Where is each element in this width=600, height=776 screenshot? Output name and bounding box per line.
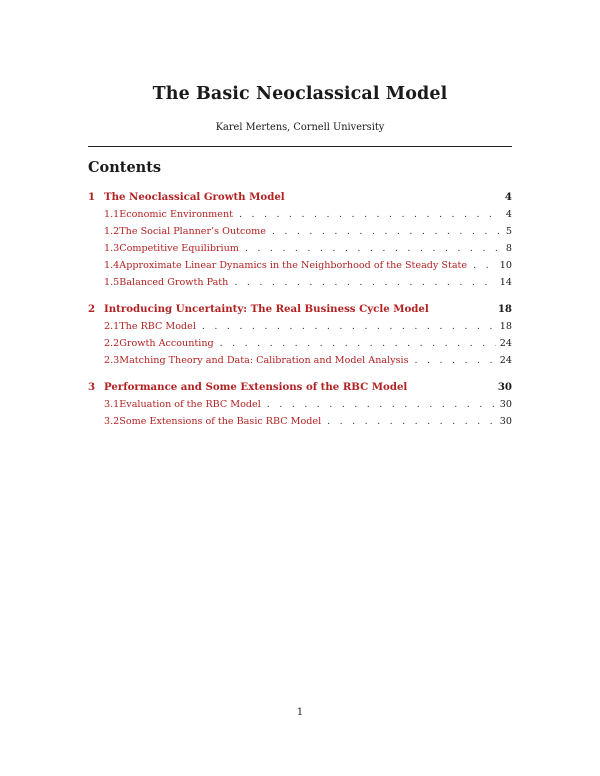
toc-subsection-link[interactable]: Economic Environment xyxy=(119,209,233,220)
toc-section-number[interactable]: 3 xyxy=(88,381,96,393)
toc-dot-leader xyxy=(202,318,496,335)
toc-subsection-page: 14 xyxy=(499,277,512,288)
toc-subsection-number[interactable]: 1.2 xyxy=(104,226,120,237)
toc-subsection-3.2[interactable] xyxy=(88,413,512,430)
toc-subsection-number[interactable]: 2.3 xyxy=(104,355,120,366)
toc-section-page: 4 xyxy=(504,191,512,203)
toc-subsection-number[interactable]: 3.2 xyxy=(104,416,120,427)
toc-section-2[interactable] xyxy=(88,301,512,318)
toc-subsection-number[interactable]: 3.1 xyxy=(104,399,120,410)
toc-subsection-number[interactable]: 1.4 xyxy=(104,260,120,271)
toc-subsection-1.4[interactable] xyxy=(88,257,512,274)
toc-subsection-link[interactable]: The RBC Model xyxy=(119,321,196,332)
toc-dot-leader xyxy=(234,274,495,291)
document-title: The Basic Neoclassical Model xyxy=(152,84,448,104)
toc-subsection-1.3[interactable] xyxy=(88,240,512,257)
toc-dot-leader xyxy=(415,352,496,369)
toc-subsection-1.1[interactable] xyxy=(88,206,512,223)
toc-subsection-number[interactable]: 2.2 xyxy=(104,338,120,349)
toc-subsection-3.1[interactable] xyxy=(88,396,512,413)
toc-dot-leader xyxy=(239,206,502,223)
toc-subsection-link[interactable]: Balanced Growth Path xyxy=(119,277,229,288)
toc-subsection-page: 30 xyxy=(499,399,512,410)
toc-subsection-2.2[interactable] xyxy=(88,335,512,352)
toc-dot-leader xyxy=(245,240,502,257)
toc-section-page: 30 xyxy=(497,381,512,393)
toc-subsection-link[interactable]: Matching Theory and Data: Calibration and Model Analysis xyxy=(119,355,409,366)
toc-section-gap xyxy=(88,369,512,379)
toc-subsection-page: 24 xyxy=(499,338,512,349)
toc-subsection-page: 30 xyxy=(499,416,512,427)
toc-dot-leader xyxy=(473,257,496,274)
toc-dot-leader xyxy=(327,413,496,430)
toc-dot-leader xyxy=(267,396,496,413)
toc-section-page: 18 xyxy=(497,303,512,315)
toc-dot-leader xyxy=(272,223,502,240)
page-number: 1 xyxy=(296,707,304,718)
toc-subsection-number[interactable]: 2.1 xyxy=(104,321,120,332)
toc-section-3[interactable] xyxy=(88,379,512,396)
toc-subsection-link[interactable]: Some Extensions of the Basic RBC Model xyxy=(119,416,322,427)
toc-section-link[interactable]: Introducing Uncertainty: The Real Business Cycle Model xyxy=(104,303,429,315)
toc-subsection-link[interactable]: Growth Accounting xyxy=(119,338,214,349)
toc-section-link[interactable]: Performance and Some Extensions of the RBC Model xyxy=(104,381,408,393)
toc-subsection-1.2[interactable] xyxy=(88,223,512,240)
toc-subsection-1.5[interactable] xyxy=(88,274,512,291)
toc-subsection-2.1[interactable] xyxy=(88,318,512,335)
toc-section-gap xyxy=(88,291,512,301)
toc-subsection-link[interactable]: The Social Planner’s Outcome xyxy=(119,226,266,237)
contents-heading: Contents xyxy=(88,159,162,176)
toc-subsection-2.3[interactable] xyxy=(88,352,512,369)
toc-subsection-page: 5 xyxy=(505,226,512,237)
toc-section-number[interactable]: 2 xyxy=(88,303,96,315)
toc-subsection-page: 18 xyxy=(499,321,512,332)
table-of-contents xyxy=(88,189,512,430)
toc-subsection-page: 10 xyxy=(499,260,512,271)
toc-subsection-page: 8 xyxy=(505,243,512,254)
toc-subsection-number[interactable]: 1.1 xyxy=(104,209,120,220)
toc-subsection-number[interactable]: 1.5 xyxy=(104,277,120,288)
toc-section-link[interactable]: The Neoclassical Growth Model xyxy=(104,191,285,203)
toc-subsection-link[interactable]: Evaluation of the RBC Model xyxy=(119,399,261,410)
title-rule xyxy=(88,146,512,147)
toc-section-1[interactable] xyxy=(88,189,512,206)
toc-subsection-number[interactable]: 1.3 xyxy=(104,243,120,254)
toc-section-number[interactable]: 1 xyxy=(88,191,96,203)
toc-dot-leader xyxy=(220,335,496,352)
toc-subsection-link[interactable]: Competitive Equilibrium xyxy=(119,243,239,254)
toc-subsection-page: 24 xyxy=(499,355,512,366)
toc-subsection-page: 4 xyxy=(505,209,512,220)
toc-subsection-link[interactable]: Approximate Linear Dynamics in the Neighborhood of the Steady State xyxy=(119,260,468,271)
document-author: Karel Mertens, Cornell University xyxy=(215,122,385,133)
